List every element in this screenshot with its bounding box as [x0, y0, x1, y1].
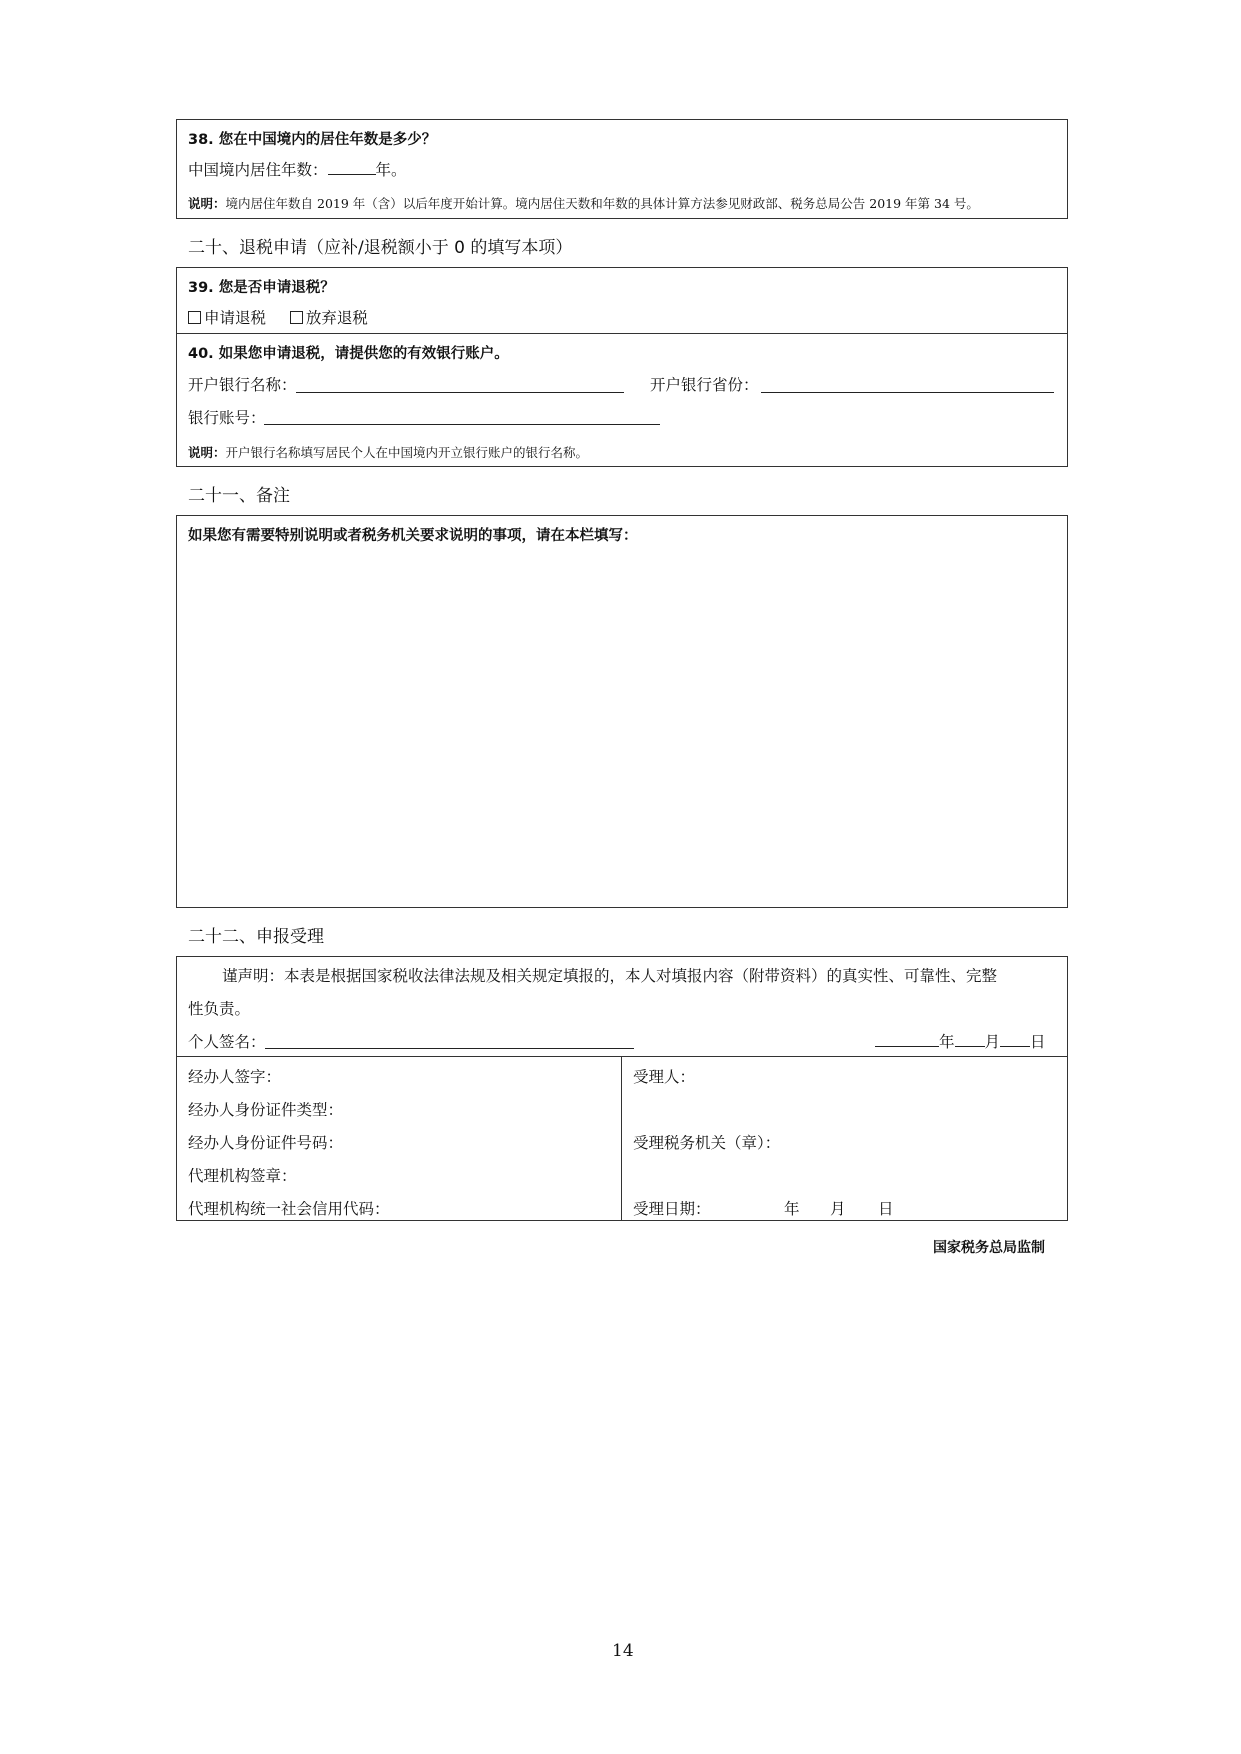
agent-sign-label: 经办人签字： [188, 1068, 282, 1086]
q38-years-suffix: 年。 [375, 161, 407, 179]
q40-note-text: 开户银行名称填写居民个人在中国境内开立银行账户的银行名称。 [225, 445, 589, 460]
accept-month-label: 月 [830, 1200, 846, 1218]
agent-id-no-label: 经办人身份证件号码： [188, 1134, 344, 1152]
issuer-label: 国家税务总局监制 [933, 1240, 1045, 1256]
page-number: 14 [612, 1641, 634, 1661]
sign-month-field[interactable] [955, 1032, 985, 1047]
waive-refund-label: 放弃退税 [305, 309, 368, 327]
remarks-box[interactable] [176, 515, 1068, 908]
signature-label: 个人签名： [188, 1033, 266, 1051]
q39-q40-divider [176, 333, 1068, 334]
tax-office-label: 受理税务机关（章）： [633, 1134, 781, 1152]
accept-year-label: 年 [784, 1200, 800, 1218]
bank-name-label: 开户银行名称： [188, 376, 297, 394]
section-21-title: 二十一、备注 [188, 486, 290, 506]
account-label: 银行账号： [188, 409, 266, 427]
declaration-line1: 谨声明：本表是根据国家税收法律法规及相关规定填报的，本人对填报内容（附带资料）的真实性、可靠性、完整 [222, 967, 998, 985]
signature-date [875, 1030, 1046, 1052]
q38-note-text: 境内居住年数自 2019 年（含）以后年度开始计算。境内居住天数和年数的具体计算方法参见财政部、税务总局公告 2019 年第 34 号。 [225, 196, 979, 211]
declaration-divider [176, 1056, 1068, 1057]
agency-seal-label: 代理机构签章： [188, 1167, 297, 1185]
apply-refund-label: 申请退税 [204, 309, 267, 327]
q38-question: 38. 您在中国境内的居住年数是多少？ [188, 132, 437, 148]
q40-question: 40. 如果您申请退税，请提供您的有效银行账户。 [188, 346, 509, 362]
section-20-title: 二十、退税申请（应补/退税额小于 0 的填写本项） [188, 238, 573, 258]
declaration-box [176, 956, 1068, 1221]
remarks-prompt: 如果您有需要特别说明或者税务机关要求说明的事项，请在本栏填写： [188, 528, 638, 544]
q40-note [188, 443, 588, 461]
q38-years-field[interactable] [328, 160, 376, 175]
receiver-label: 受理人： [633, 1068, 696, 1086]
q39-options [188, 306, 368, 328]
waive-refund-checkbox[interactable] [290, 311, 303, 324]
q38-note-label: 说明： [188, 196, 226, 211]
sign-year-label: 年 [939, 1033, 955, 1051]
agency-credit-code-label: 代理机构统一社会信用代码： [188, 1200, 390, 1218]
q38-years-label: 中国境内居住年数： [188, 161, 328, 179]
sign-month-label: 月 [984, 1033, 1001, 1051]
section-22-title: 二十二、申报受理 [188, 927, 324, 947]
sign-day-field[interactable] [1000, 1032, 1030, 1047]
bank-province-field[interactable] [761, 392, 1054, 393]
bank-province-label: 开户银行省份： [650, 376, 759, 394]
bank-name-field[interactable] [296, 392, 624, 393]
q38-note [188, 194, 979, 212]
sign-year-field[interactable] [875, 1032, 939, 1047]
sign-day-label: 日 [1030, 1033, 1046, 1051]
accept-date-label: 受理日期： [633, 1200, 711, 1218]
q38-years-row [188, 158, 407, 180]
q40-note-label: 说明： [188, 445, 226, 460]
apply-refund-checkbox[interactable] [188, 311, 201, 324]
q39-q40-box [176, 267, 1068, 467]
q39-question: 39. 您是否申请退税？ [188, 280, 335, 296]
declaration-line2: 性负责。 [188, 1000, 251, 1018]
agent-id-type-label: 经办人身份证件类型： [188, 1101, 344, 1119]
handler-divider [621, 1056, 622, 1221]
account-field[interactable] [264, 424, 660, 425]
accept-day-label: 日 [878, 1200, 894, 1218]
signature-field[interactable] [265, 1048, 634, 1049]
